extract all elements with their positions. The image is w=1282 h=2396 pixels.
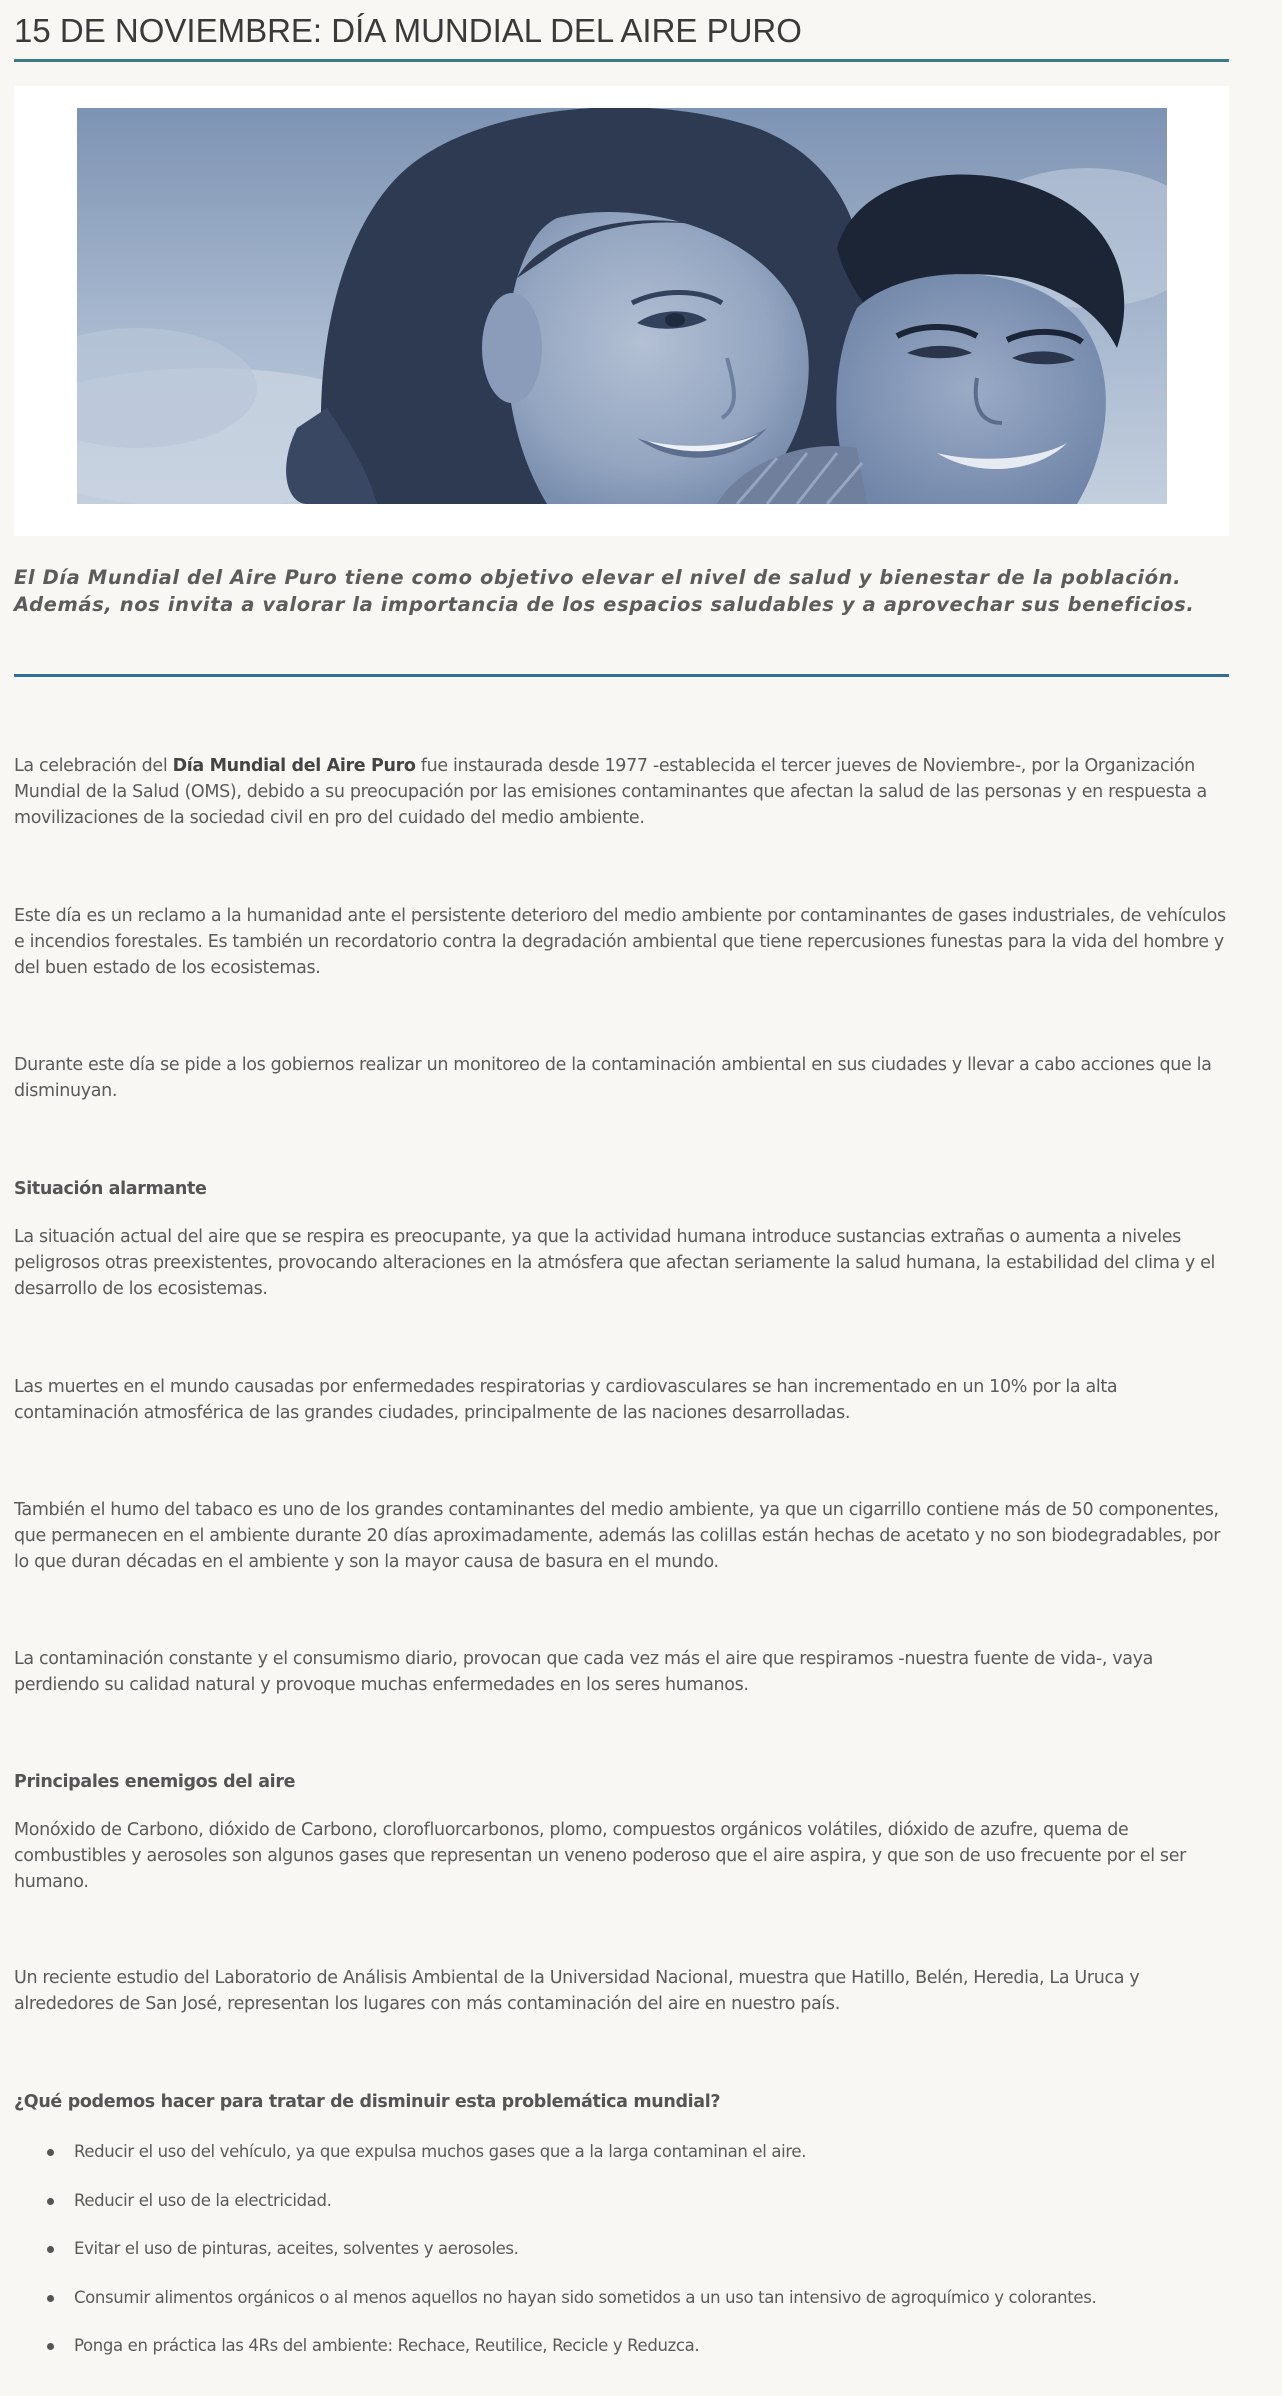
article-body <box>14 0 1236 2396</box>
paragraph-2: Este día es un reclamo a la humanidad ante el persistente deterioro del medio ambiente por contaminantes de gases industriales, de vehículos e incendios forestales. Es también un recordatorio contra la degradación ambiental que tiene repercusiones funestas para la vida del hombre y del buen estado de los ecosistemas. <box>14 906 1226 978</box>
bullet-icon <box>47 2295 54 2302</box>
paragraph-6: También el humo del tabaco es uno de los grandes contaminantes del medio ambiente, ya que un cigarrillo contiene más de 50 componentes, que permanecen en el ambiente durante 20 días aproximadamente, además las colillas están hechas de acetato y no son biodegradables, por lo que duran décadas en el ambiente y son la mayor causa de basura en el mundo. <box>14 1500 1221 1572</box>
heading-situacion: Situación alarmante <box>14 1179 207 1199</box>
paragraph-1-start: La celebración del <box>14 756 173 776</box>
list-item-text: Reducir el uso de la electricidad. <box>74 2190 332 2210</box>
page-title: 15 DE NOVIEMBRE: DÍA MUNDIAL DEL AIRE PURO <box>14 12 802 49</box>
event-name: Día Mundial del Aire Puro <box>172 756 416 776</box>
article <box>14 0 1229 2355</box>
list-item <box>14 2189 1096 2238</box>
list-item-text: Reducir el uso del vehículo, ya que expulsa muchos gases que a la larga contaminan el aire. <box>74 2142 807 2161</box>
paragraph-4: La situación actual del aire que se respira es preocupante, ya que la actividad humana introduce sustancias extrañas o aumenta a niveles peligrosos otras preexistentes, provocando alteraciones en la atmósfera que afectan seriamente la salud humana, la estabilidad del clima y el desarrollo de los ecosistemas. <box>14 1227 1216 1299</box>
list-item-text: Consumir alimentos orgánicos o al menos aquellos no hayan sido sometidos a un uso tan intensivo de agroquímico y colorantes. <box>74 2287 1097 2307</box>
list-item <box>14 2140 1096 2189</box>
list-item <box>14 2334 1096 2383</box>
bullet-icon <box>47 2198 54 2205</box>
list-item <box>14 2237 1096 2286</box>
paragraph-1 <box>14 753 1236 831</box>
list-item-text: Evitar el uso de pinturas, aceites, solventes y aerosoles. <box>74 2239 519 2258</box>
paragraph-9: Un reciente estudio del Laboratorio de Análisis Ambiental de la Universidad Nacional, muestra que Hatillo, Belén, Heredia, La Uruca y alrededores de San José, representan los lugares con más contaminación del aire en nuestro país. <box>14 1968 1140 2014</box>
heading-que-hacer: ¿Qué podemos hacer para tratar de disminuir esta problemática mundial? <box>14 2092 721 2112</box>
list-item <box>14 2286 1096 2335</box>
bullet-icon <box>47 2343 54 2350</box>
paragraph-5: Las muertes en el mundo causadas por enfermedades respiratorias y cardiovasculares se han incrementado en un 10% por la alta contaminación atmosférica de las grandes ciudades, principalmente de las naciones desarrolladas. <box>14 1377 1118 1423</box>
paragraph-7: La contaminación constante y el consumismo diario, provocan que cada vez más el aire que respiramos -nuestra fuente de vida-, vaya perdiendo su calidad natural y provoque muchas enfermedades en los seres humanos. <box>14 1649 1154 1695</box>
list-item-text: Ponga en práctica las 4Rs del ambiente: Rechace, Reutilice, Recicle y Reduzca. <box>74 2336 700 2355</box>
paragraph-3: Durante este día se pide a los gobiernos realizar un monitoreo de la contaminación ambiental en sus ciudades y llevar a cabo acciones que la disminuyan. <box>14 1055 1212 1101</box>
bullet-icon <box>47 2246 54 2253</box>
actions-list <box>14 2140 1096 2383</box>
bullet-icon <box>47 2149 54 2156</box>
heading-enemigos: Principales enemigos del aire <box>14 1772 296 1792</box>
paragraph-1-rest: fue instaurada desde 1977 -establecida el tercer jueves de Noviembre-, por la Organización Mundial de la Salud (OMS), debido a su preocupación por las emisiones contaminantes que afectan la salud de las personas y en respuesta a movilizaciones de la sociedad civil en pro del cuidado del medio ambiente. <box>14 756 1207 828</box>
lead-paragraph: El Día Mundial del Aire Puro tiene como objetivo elevar el nivel de salud y bienestar de la población. Además, nos invita a valorar la importancia de los espacios saludables y a aprovechar sus beneficios. <box>14 566 1195 616</box>
paragraph-8: Monóxido de Carbono, dióxido de Carbono, clorofluorcarbonos, plomo, compuestos orgánicos volátiles, dióxido de azufre, quema de combustibles y aerosoles son algunos gases que representan un veneno poderoso que el aire aspira, y que son de uso frecuente por el ser humano. <box>14 1820 1186 1892</box>
